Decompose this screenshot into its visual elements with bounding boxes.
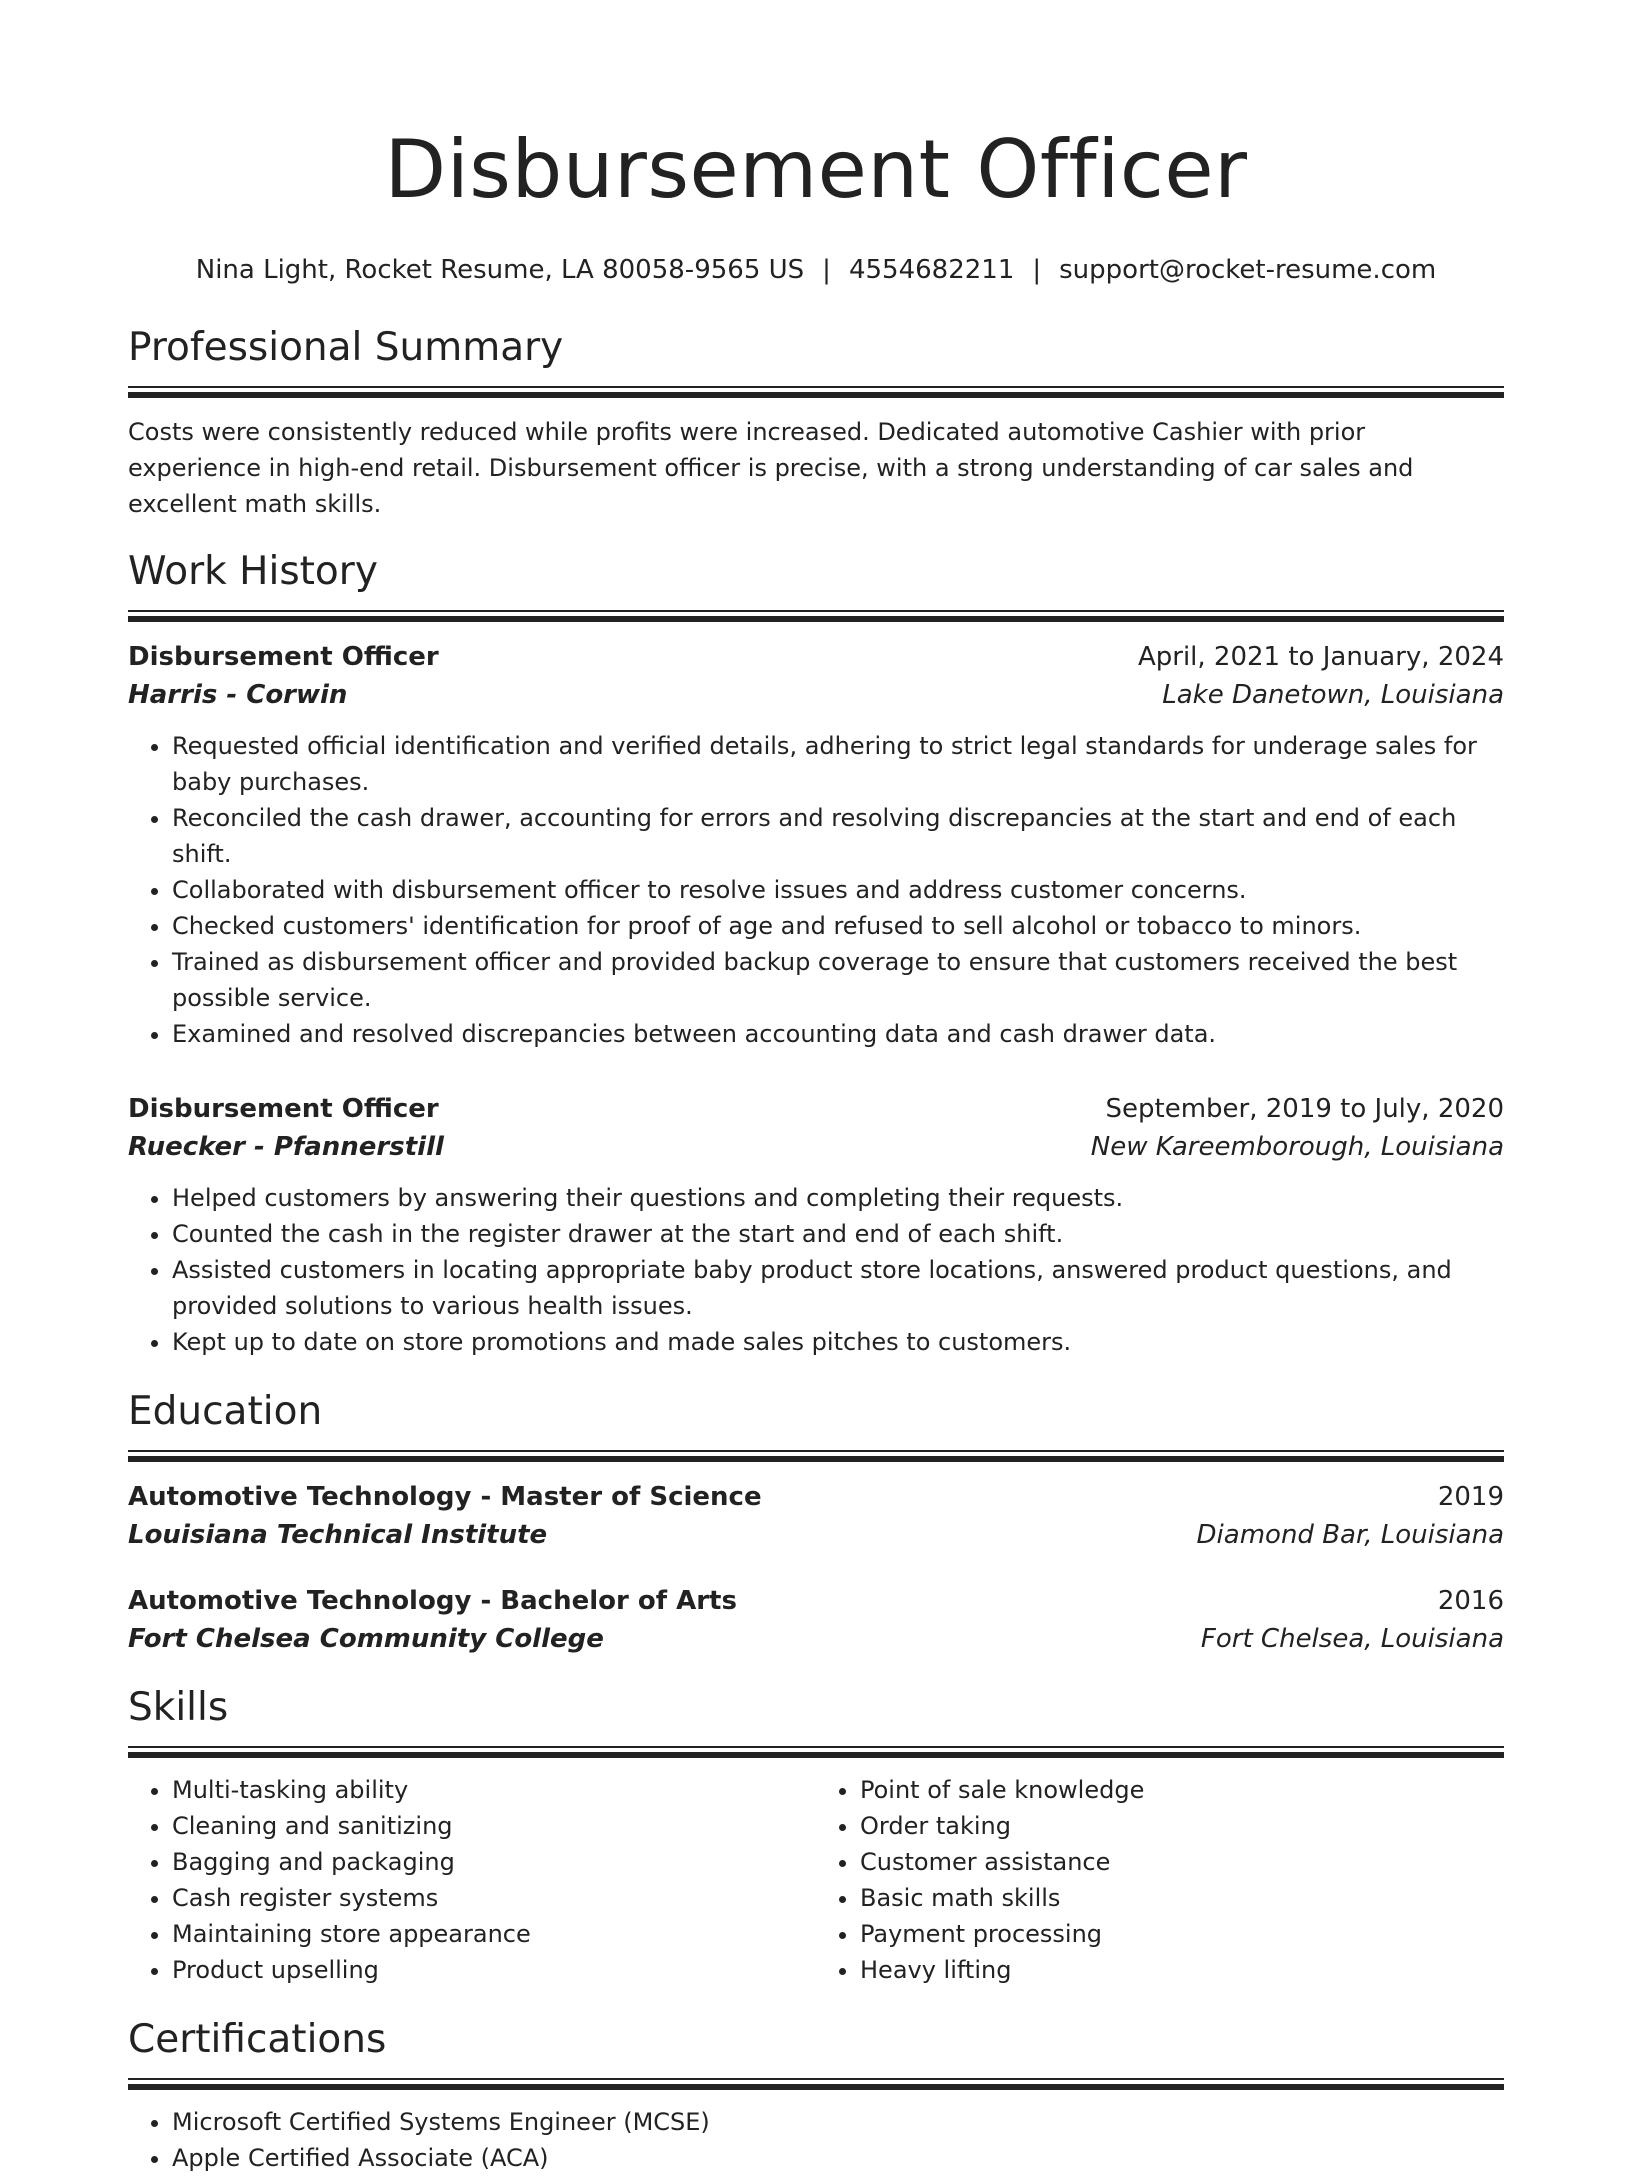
section-certifications [128, 2014, 1504, 2176]
job-location: New Kareemborough, Louisiana [1090, 1132, 1504, 1162]
education-year: 2019 [1437, 1482, 1504, 1512]
section-divider [128, 386, 1504, 398]
certifications-list [128, 2104, 1504, 2176]
section-heading: Certifications [128, 2017, 387, 2062]
section-professional-summary [128, 322, 1504, 522]
page-title: Disbursement Officer [384, 123, 1248, 216]
education-location: Fort Chelsea, Louisiana [1200, 1624, 1504, 1654]
contact-separator: | [1032, 255, 1042, 285]
list-item: • Kept up to date on store promotions and made sales pitches to customers. [172, 1324, 1504, 1360]
contact-address: Nina Light, Rocket Resume, LA 80058-9565 US [195, 255, 805, 285]
education-degree: Automotive Technology - Bachelor of Arts [128, 1586, 737, 1616]
section-divider [128, 2078, 1504, 2090]
section-divider [128, 1450, 1504, 1462]
list-item: • Multi-tasking ability [172, 1772, 816, 1808]
contact-line [128, 252, 1504, 288]
list-item: • Collaborated with disbursement officer to resolve issues and address customer concerns. [172, 872, 1504, 908]
list-item: • Cleaning and sanitizing [172, 1808, 816, 1844]
education-degree: Automotive Technology - Master of Science [128, 1482, 762, 1512]
skills-columns [128, 1772, 1504, 1988]
list-item: • Cash register systems [172, 1880, 816, 1916]
education-school: Fort Chelsea Community College [128, 1624, 604, 1654]
job-entry [128, 1090, 1504, 1360]
job-dates: April, 2021 to January, 2024 [1137, 642, 1504, 672]
list-item: • Microsoft Certified Systems Engineer (MCSE) [172, 2104, 1504, 2140]
list-item: • Examined and resolved discrepancies between accounting data and cash drawer data. [172, 1016, 1504, 1052]
job-bullets [128, 1180, 1504, 1360]
list-item: • Apple Certified Associate (ACA) [172, 2140, 1504, 2176]
job-title: Disbursement Officer [128, 642, 439, 672]
job-company: Ruecker - Pfannerstill [128, 1132, 444, 1162]
list-item: • Trained as disbursement officer and provided backup coverage to ensure that customers received the best possible service. [172, 944, 1504, 1016]
section-skills [128, 1682, 1504, 1988]
list-item: • Assisted customers in locating appropriate baby product store locations, answered product questions, and provided solutions to various health issues. [172, 1252, 1504, 1324]
list-item: • Checked customers' identification for proof of age and refused to sell alcohol or tobacco to minors. [172, 908, 1504, 944]
list-item: • Basic math skills [860, 1880, 1504, 1916]
list-item: • Maintaining store appearance [172, 1916, 816, 1952]
job-entry [128, 638, 1504, 1052]
list-item: • Heavy lifting [860, 1952, 1504, 1988]
list-item: • Product upselling [172, 1952, 816, 1988]
education-location: Diamond Bar, Louisiana [1196, 1520, 1504, 1550]
section-divider [128, 610, 1504, 622]
section-heading: Education [128, 1389, 323, 1434]
list-item: • Payment processing [860, 1916, 1504, 1952]
contact-separator: | [822, 255, 831, 285]
list-item: • Bagging and packaging [172, 1844, 816, 1880]
section-work-history [128, 546, 1504, 1360]
job-dates: September, 2019 to July, 2020 [1105, 1094, 1504, 1124]
list-item: • Requested official identification and verified details, adhering to strict legal standards for underage sales for baby purchases. [172, 728, 1504, 800]
summary-text: Costs were consistently reduced while profits were increased. Dedicated automotive Cashier with prior experience in high-end retail. Disbursement officer is precise, with a strong understanding of car sales and excellent math skills. [128, 418, 1414, 518]
contact-email: support@rocket-resume.com [1059, 255, 1437, 285]
contact-phone: 4554682211 [848, 255, 1015, 285]
education-school: Louisiana Technical Institute [128, 1520, 548, 1550]
job-company: Harris - Corwin [128, 680, 348, 710]
list-item: • Order taking [860, 1808, 1504, 1844]
skills-list-left [128, 1772, 816, 1988]
section-heading: Skills [128, 1685, 229, 1730]
section-divider [128, 1746, 1504, 1758]
job-bullets [128, 728, 1504, 1052]
education-entry [128, 1582, 1504, 1658]
skills-list-right [816, 1772, 1504, 1988]
education-entry [128, 1478, 1504, 1554]
list-item: • Counted the cash in the register drawer at the start and end of each shift. [172, 1216, 1504, 1252]
list-item: • Reconciled the cash drawer, accounting for errors and resolving discrepancies at the start and end of each shift. [172, 800, 1504, 872]
list-item: • Helped customers by answering their questions and completing their requests. [172, 1180, 1504, 1216]
section-heading: Work History [128, 549, 378, 594]
job-title: Disbursement Officer [128, 1094, 439, 1124]
section-education [128, 1386, 1504, 1658]
list-item: • Customer assistance [860, 1844, 1504, 1880]
list-item: • Point of sale knowledge [860, 1772, 1504, 1808]
job-location: Lake Danetown, Louisiana [1162, 680, 1504, 710]
section-heading: Professional Summary [128, 325, 564, 370]
education-year: 2016 [1437, 1586, 1504, 1616]
